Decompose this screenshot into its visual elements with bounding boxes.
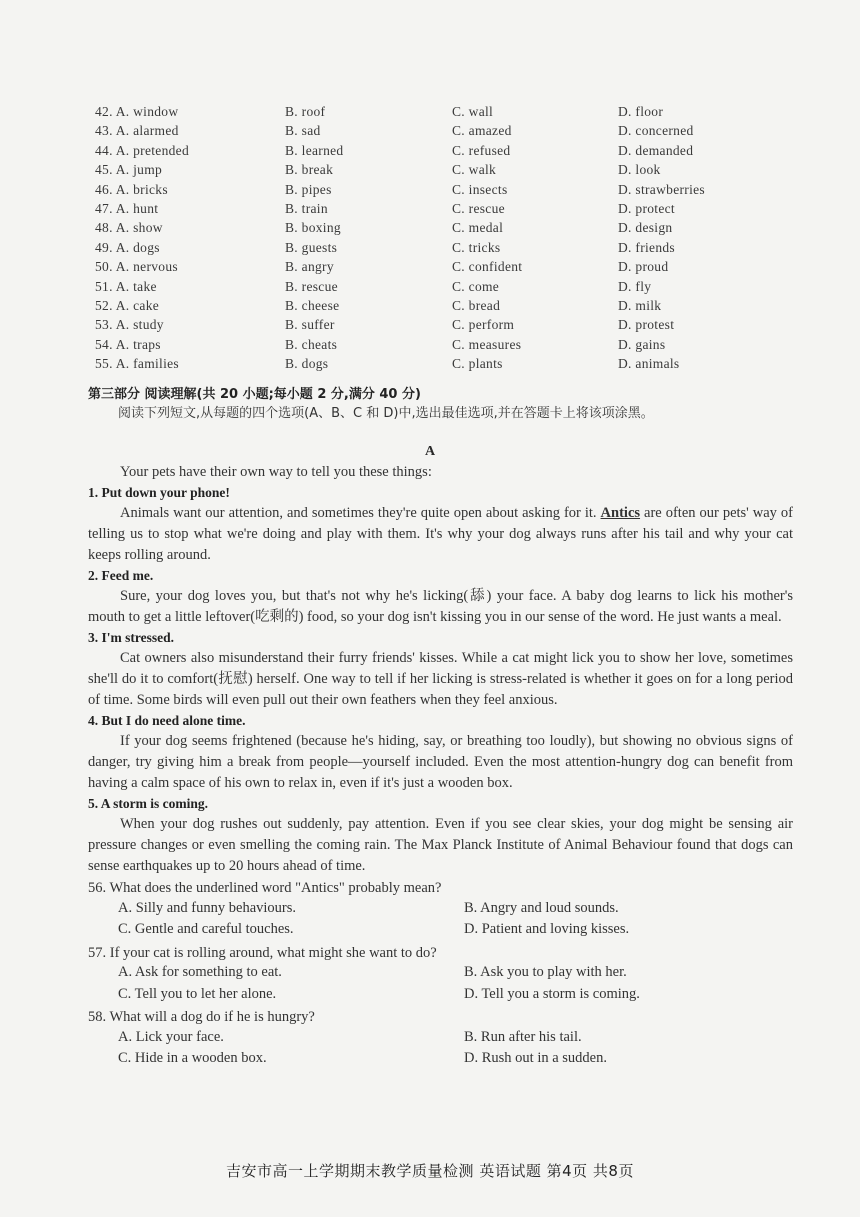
option-d: D. fly [618, 278, 652, 294]
question-options-row [88, 921, 793, 943]
option-b: B. Angry and loud sounds. [464, 899, 619, 916]
tip-paragraph-5: When your dog rushes out suddenly, pay attention. Even if you see clear skies, your dog might be sensing air pressure changes or even smelling the coming rain. The Max Planck Institute of Animal Behaviour found that dogs can sense earthquakes up to 20 hours ahead of time. [88, 816, 793, 874]
option-a: 54. A. traps [95, 336, 161, 352]
option-a: 47. A. hunt [95, 200, 159, 216]
option-c: C. medal [452, 220, 504, 236]
option-c: C. bread [452, 297, 501, 313]
options-row [95, 356, 795, 375]
option-b: B. dogs [285, 356, 329, 372]
option-d: D. demanded [618, 142, 694, 158]
option-b: B. break [285, 162, 334, 178]
option-a: 48. A. show [95, 220, 163, 236]
question-stem: 58. What will a dog do if he is hungry? [88, 1009, 315, 1025]
option-c: C. wall [452, 104, 494, 119]
option-a: A. Silly and funny behaviours. [118, 899, 297, 916]
option-d: D. animals [618, 356, 680, 372]
option-a: 50. A. nervous [95, 259, 178, 275]
options-row [95, 240, 795, 259]
options-row [95, 123, 795, 142]
option-c: C. come [452, 278, 500, 294]
options-row [95, 182, 795, 201]
option-a: 44. A. pretended [95, 142, 190, 158]
tip-heading-1: 1. Put down your phone! [88, 485, 230, 500]
passage-label: A [424, 444, 436, 459]
option-c: C. walk [452, 162, 497, 178]
options-row [95, 279, 795, 298]
question-options-row [88, 1050, 793, 1072]
option-c: C. insects [452, 181, 508, 197]
section-instruction: 阅读下列短文,从每题的四个选项(A、B、C 和 D)中,选出最佳选项,并在答题卡上将该项涂黑。 [118, 406, 654, 421]
option-d: D. Tell you a storm is coming. [464, 985, 640, 1002]
tip-paragraph-2: Sure, your dog loves you, but that's not why he's licking(舔) your face. A baby dog learns to lick his mother's mouth to get a little leftover(吃剩的) food, so your dog isn't kissing you in our sense of the word. He just wants a meal. [88, 588, 793, 625]
tip-heading-4: 4. But I do need alone time. [88, 713, 246, 728]
tip-heading-5: 5. A storm is coming. [88, 796, 208, 811]
option-a: 45. A. jump [95, 162, 163, 178]
option-b: B. roof [285, 104, 326, 119]
option-c: C. amazed [452, 123, 512, 139]
option-d: D. protect [618, 200, 675, 216]
option-d: D. strawberries [618, 181, 705, 197]
options-row [95, 143, 795, 162]
question-stem: 56. What does the underlined word "Antics" probably mean? [88, 880, 442, 896]
option-b: B. suffer [285, 317, 335, 333]
option-c: C. Tell you to let her alone. [118, 985, 277, 1002]
option-d: D. concerned [618, 123, 694, 139]
option-a: A. Ask for something to eat. [118, 964, 282, 980]
page-footer: 吉安市高一上学期期末教学质量检测 英语试题 第4页 共8页 [226, 1162, 634, 1180]
option-b: B. rescue [285, 278, 338, 294]
tip-paragraph-1 [88, 503, 793, 566]
option-a: 42. A. window [95, 104, 179, 119]
option-a: 52. A. cake [95, 297, 160, 313]
tip-heading-2: 2. Feed me. [88, 568, 154, 583]
tip-heading-3: 3. I'm stressed. [88, 630, 174, 645]
option-a: 51. A. take [95, 278, 157, 294]
question-options-row [88, 1029, 793, 1051]
tip-paragraph-4: If your dog seems frightened (because he's hiding, say, or breathing too loudly), but showing no obvious signs of danger, try giving him a break from people—yourself included. Even the most attention-hungry dog can benefit from having a calm space of his own to relax in, even if it's just a wooden box. [88, 733, 793, 791]
question-stem: 57. If your cat is rolling around, what might she want to do? [88, 944, 437, 961]
passage-intro: Your pets have their own way to tell you these things: [120, 464, 432, 480]
option-d: D. gains [618, 336, 666, 352]
option-c: C. confident [452, 259, 523, 275]
options-row [95, 201, 795, 220]
option-b: B. cheese [285, 297, 340, 313]
options-row [95, 298, 795, 317]
option-d: D. friends [618, 239, 675, 255]
options-row [95, 104, 795, 123]
passage-body [88, 462, 793, 1072]
options-row [95, 162, 795, 181]
option-c: C. perform [452, 317, 515, 333]
options-row [95, 259, 795, 278]
option-b: B. pipes [285, 181, 332, 197]
option-d: D. proud [618, 259, 669, 275]
option-a: 53. A. study [95, 317, 164, 333]
option-b: B. boxing [285, 220, 341, 236]
option-b: B. Run after his tail. [464, 1028, 582, 1045]
option-c: C. tricks [452, 239, 501, 255]
option-b: B. cheats [285, 336, 338, 352]
option-a: 43. A. alarmed [95, 123, 179, 139]
question-options-row [88, 986, 793, 1008]
option-b: B. angry [285, 259, 334, 275]
question-options-row [88, 900, 793, 922]
cloze-options-table [95, 104, 795, 375]
option-a: 46. A. bricks [95, 181, 168, 197]
option-d: D. design [618, 220, 673, 236]
option-b: B. guests [285, 239, 338, 255]
option-b: B. Ask you to play with her. [464, 964, 627, 980]
option-d: D. milk [618, 297, 662, 313]
options-row [95, 337, 795, 356]
option-a: 55. A. families [95, 356, 179, 372]
option-a: A. Lick your face. [118, 1028, 224, 1045]
option-d: D. Rush out in a sudden. [464, 1050, 607, 1066]
paragraph-text: are often our pets' way of telling us to stop what we're doing and play with them. It's why your dog always runs after his tail and why your cat keeps rolling around. [88, 505, 794, 563]
option-d: D. look [618, 162, 661, 178]
options-row [95, 317, 795, 336]
option-d: D. Patient and loving kisses. [464, 921, 630, 937]
option-c: C. Hide in a wooden box. [118, 1050, 267, 1066]
option-b: B. learned [285, 142, 344, 158]
option-c: C. plants [452, 356, 503, 372]
paragraph-text: Animals want our attention, and sometimes they're quite open about asking for it. [120, 505, 601, 521]
option-b: B. sad [285, 123, 321, 139]
option-d: D. floor [618, 104, 664, 119]
option-c: C. rescue [452, 200, 505, 216]
option-b: B. train [285, 200, 328, 216]
option-a: 49. A. dogs [95, 239, 160, 255]
underlined-word: Antics [600, 505, 641, 521]
option-c: C. Gentle and careful touches. [118, 921, 294, 937]
question-options-row [88, 964, 793, 986]
option-d: D. protest [618, 317, 675, 333]
questions-block [88, 878, 793, 1072]
section-heading: 第三部分 阅读理解(共 20 小题;每小题 2 分,满分 40 分) [88, 387, 421, 402]
option-c: C. measures [452, 336, 522, 352]
tip-paragraph-3: Cat owners also misunderstand their furry friends' kisses. While a cat might lick you to show her love, sometimes she'll do it to comfort(抚慰) herself. One way to tell if her licking is stress-related is whether it goes on for a long period of time. Some birds will even pull out their own feathers when they feel anxious. [88, 650, 793, 708]
options-row [95, 220, 795, 239]
option-c: C. refused [452, 142, 511, 158]
